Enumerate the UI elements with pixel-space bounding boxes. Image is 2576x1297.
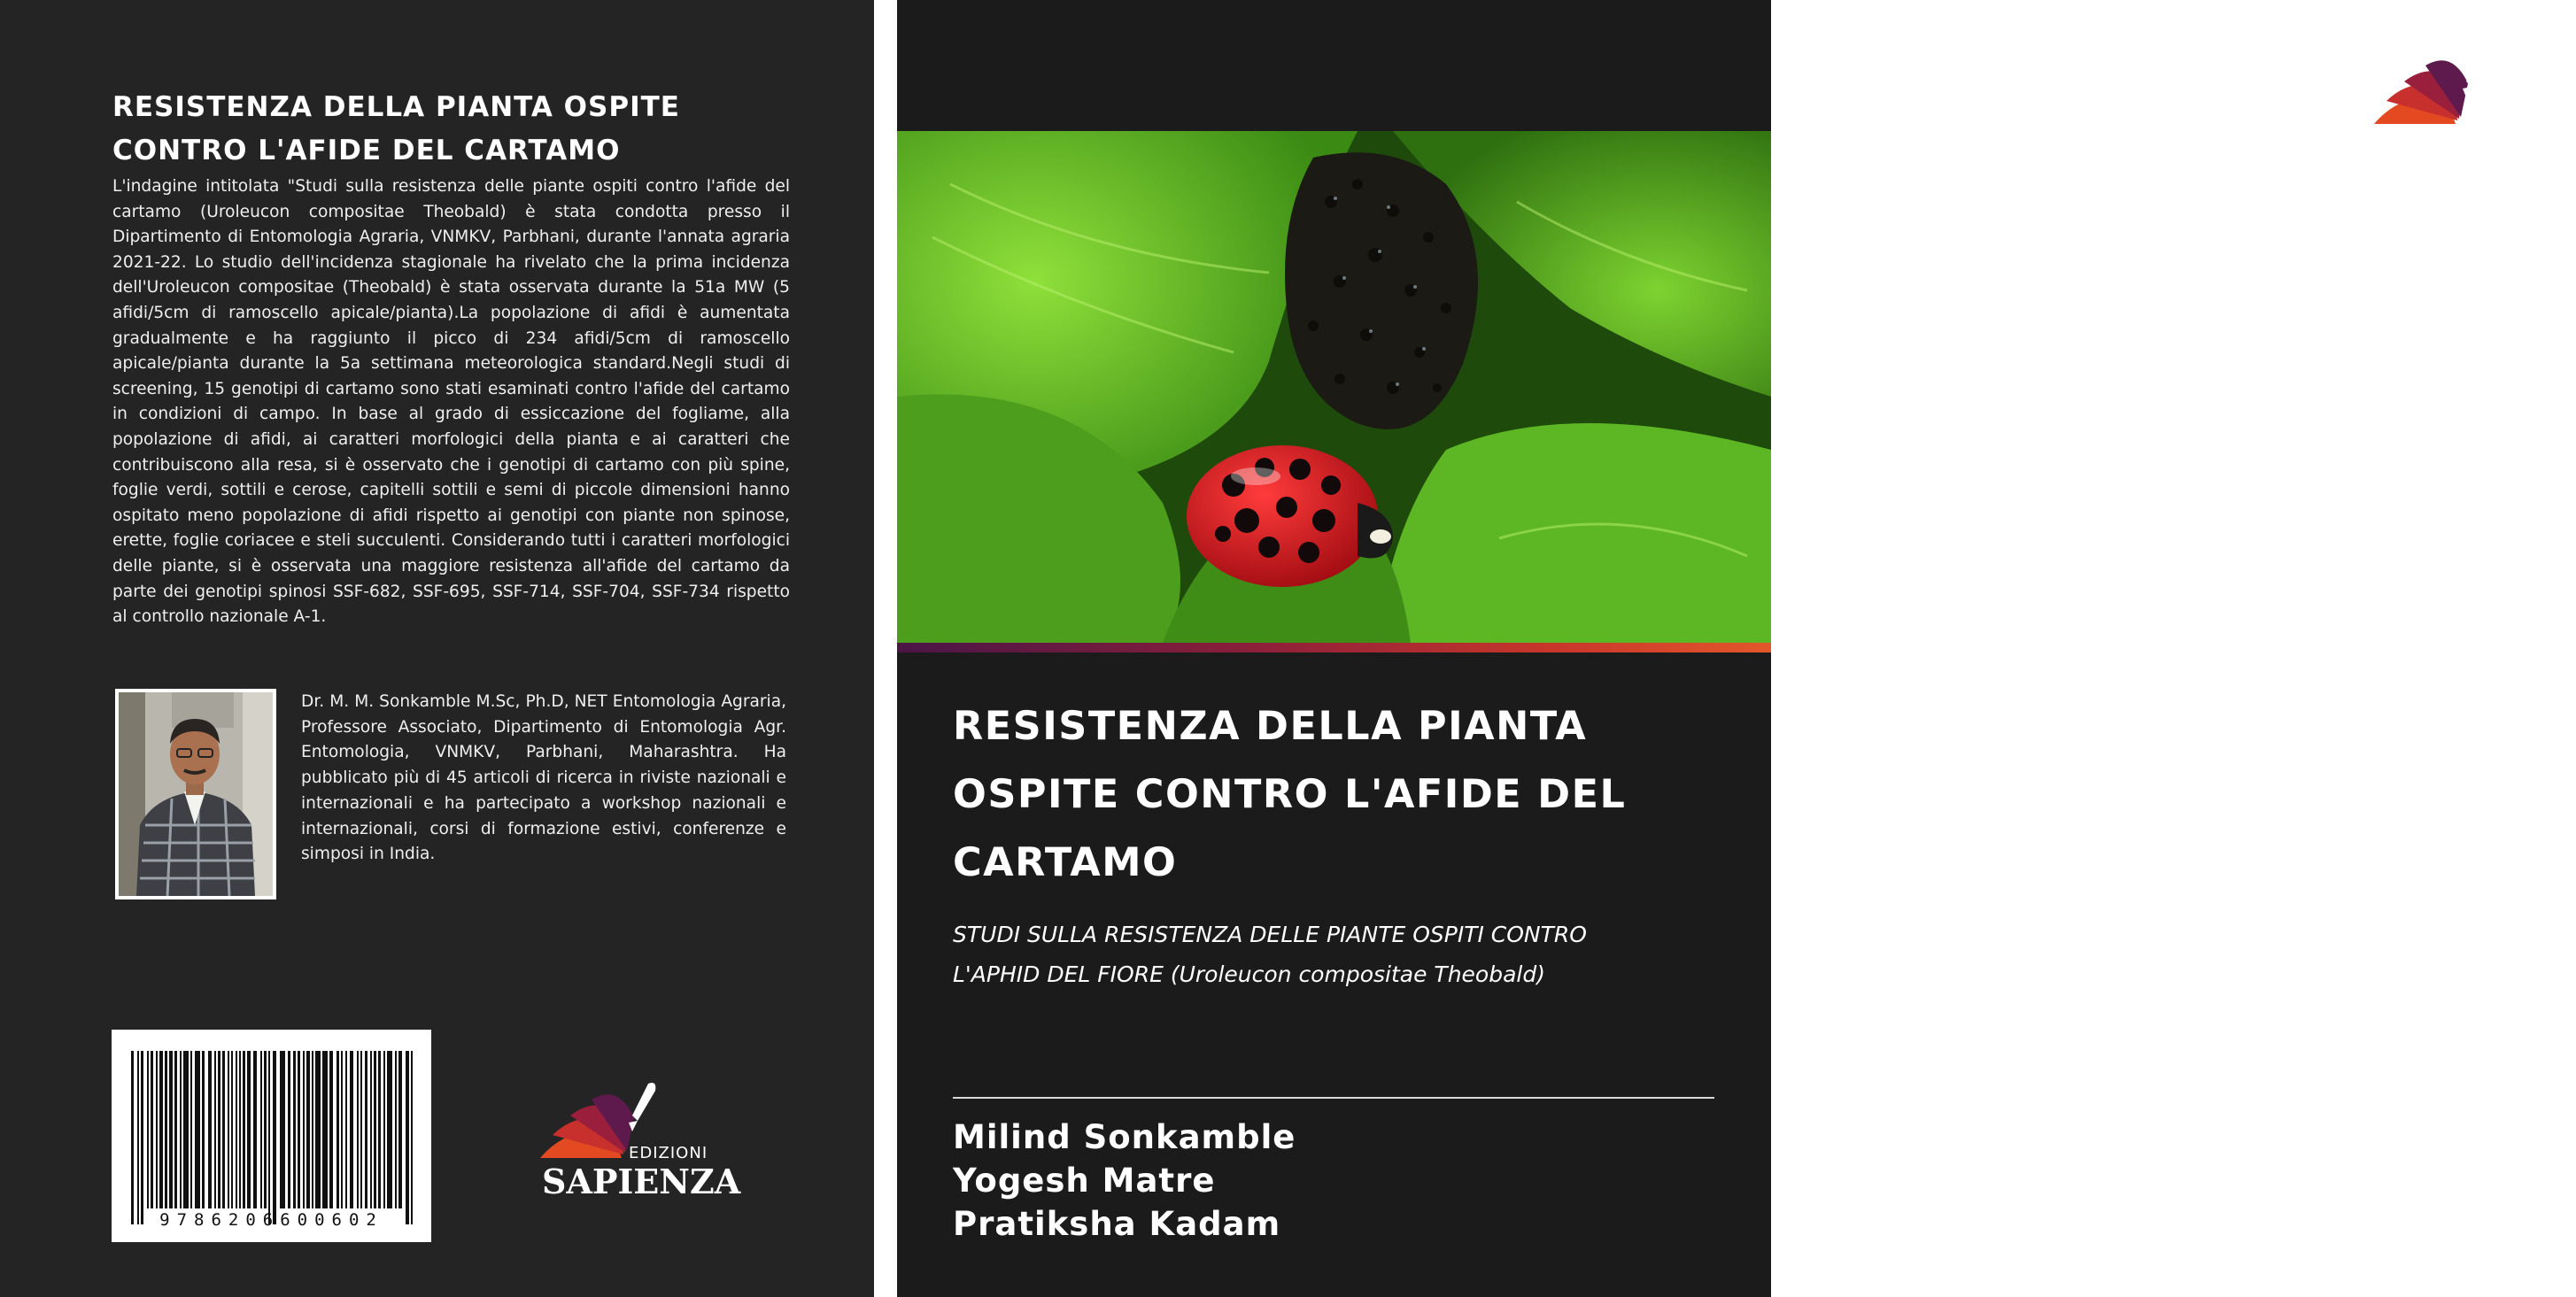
barcode-bar [183,1051,189,1208]
barcode-bar [239,1051,241,1208]
front-title-line-3: CARTAMO [953,840,1178,885]
barcode-bar [243,1051,245,1208]
barcode-bar [387,1051,392,1208]
barcode-bar [174,1051,177,1208]
barcode-bar [260,1051,262,1208]
barcode-bar [156,1051,158,1208]
subtitle-line-1: STUDI SULLA RESISTENZA DELLE PIANTE OSPITI CONTRO [953,922,1587,947]
barcode-bar [141,1051,143,1224]
barcode-bar [169,1051,173,1208]
barcode-bar [303,1051,305,1208]
back-cover [0,0,874,1297]
barcode-bar [383,1051,385,1208]
back-cover-title [112,86,785,173]
barcode-bar [147,1051,149,1208]
publisher-logo-back [533,1080,741,1201]
barcode-bar [378,1051,381,1208]
barcode-bar [406,1051,409,1224]
front-title-line-1: RESISTENZA DELLA PIANTA [953,704,1588,749]
barcode-bar [180,1051,182,1208]
barcode-bar [253,1051,257,1208]
barcode-bar [137,1051,139,1224]
barcode-bar [345,1051,347,1208]
barcode-bar [228,1051,229,1208]
barcode-bar [374,1051,376,1208]
barcode-bar [365,1051,367,1208]
barcode-bar [236,1051,237,1208]
barcode-bar [247,1051,251,1208]
isbn-barcode [112,1030,431,1242]
back-title-line-2: CONTRO L'AFIDE DEL CARTAMO [112,135,621,166]
barcode-bar [159,1051,163,1208]
barcode-bar [214,1051,216,1208]
barcode-bar [293,1051,296,1208]
barcode-bar [337,1051,339,1208]
barcode-bar [329,1051,333,1208]
barcode-bar [360,1051,362,1208]
barcode-bar [202,1051,205,1208]
isbn-digits: 9786206600602 [159,1210,383,1230]
barcode-bar [306,1051,310,1208]
barcode-bar [190,1051,192,1208]
barcode-bar [411,1051,413,1224]
author-bio: Dr. M. M. Sonkamble M.Sc, Ph.D, NET Entomologia Agraria, Professore Associato, Dipartimento di Entomologia Agr. Entomologia, VNMKV, Parbhani, Maharashtra. Ha pubblicato più di 45 articoli di ricerca in riviste nazionali e internazionali e ha partecipato a workshop nazionali e internazionali, corsi di formazione estivi, conferenze e simposi in India. [301,692,786,864]
front-title-line-2: OSPITE CONTRO L'AFIDE DEL [953,772,1627,817]
accent-bar [897,643,1771,652]
author-divider [953,1097,1714,1099]
barcode-bar [208,1051,212,1208]
barcode-bar [273,1051,276,1224]
barcode-bar [218,1051,220,1208]
publisher-sapienza: SAPIENZA [542,1162,741,1201]
barcode-bar [322,1051,328,1208]
author-name: Pratiksha Kadam [953,1205,1281,1243]
barcode-bar [341,1051,343,1208]
barcode-bar [350,1051,353,1208]
author-name: Yogesh Matre [953,1162,1216,1200]
barcode-bar [151,1051,153,1208]
publisher-sapienza: SAPIENZA [2367,124,2576,166]
barcode-bar [312,1051,313,1208]
spine-gutter [874,0,897,1297]
barcode-bar [222,1051,225,1208]
publisher-edizioni: EDIZIONI [629,1144,708,1162]
barcode-bar [395,1051,397,1208]
book-blurb: L'indagine intitolata "Studi sulla resistenza delle piante ospiti contro l'afide del cartamo (Uroleucon compositae Theobald) è stata condotta presso il Dipartimento di Entomologia Agraria, VNMKV, Parbhani, durante l'annata agraria 2021-22. Lo studio dell'incidenza stagionale ha rivelato che la prima incidenza dell'Uroleucon compositae (Theobald) è stata osservata durante la 51a MW (5 afidi/5cm di ramoscello apicale/pianta).La popolazione di afidi è aumentata gradualmente e ha raggiunto il picco di 234 afidi/5cm di ramoscello apicale/pianta durante la 5a settimana meteorologica standard.Negli studi di screening, 15 genotipi di cartamo sono stati esaminati contro l'afide del cartamo in condizioni di campo. In base al grado di essiccazione del fogliame, alla popolazione di afidi, ai caratteri morfologici della pianta e ai caratteri che contribuiscono alla resa, si è osservato che i genotipi di cartamo con più spine, foglie verdi, sottili e cerose, capitelli sottili e semi di piccole dimensioni hanno ospitato meno popolazione di afidi rispetto ai genotipi con piante non spinose, erette, foglie coriacee e steli succulenti. Considerando tutti i caratteri morfologici delle piante, si è osservata una maggiore resistenza all'afide del cartamo da parte dei genotipi spinosi SSF-682, SSF-695, SSF-714, SSF-704, SSF-734 rispetto al controllo nazionale A-1. [112,177,790,627]
front-cover-subtitle [953,915,1732,994]
barcode-bar [268,1051,270,1224]
author-photo [115,689,276,899]
barcode-bar [231,1051,233,1208]
front-cover [897,0,2576,1297]
front-cover-title [953,692,1732,897]
back-title-line-1: RESISTENZA DELLA PIANTA OSPITE [112,91,680,123]
barcode-bar [165,1051,167,1208]
author-name: Milind Sonkamble [953,1118,1296,1156]
publisher-logo-front [2363,46,2576,170]
barcode-bar [280,1051,285,1208]
barcode-bar [357,1051,359,1208]
publisher-edizioni: EDIZIONI [2461,110,2541,128]
barcode-bar [315,1051,321,1208]
barcode-bar [298,1051,300,1208]
barcode-bar [398,1051,402,1208]
subtitle-line-2: L'APHID DEL FIORE (Uroleucon compositae Theobald) [953,961,1545,987]
barcode-bar [264,1051,267,1208]
barcode-bar [370,1051,372,1208]
barcode-bar [131,1051,134,1224]
barcode-bar [195,1051,200,1208]
ladybug-aphids-photo [897,131,1771,643]
barcode-bar [288,1051,290,1208]
author-list [953,1116,1296,1246]
